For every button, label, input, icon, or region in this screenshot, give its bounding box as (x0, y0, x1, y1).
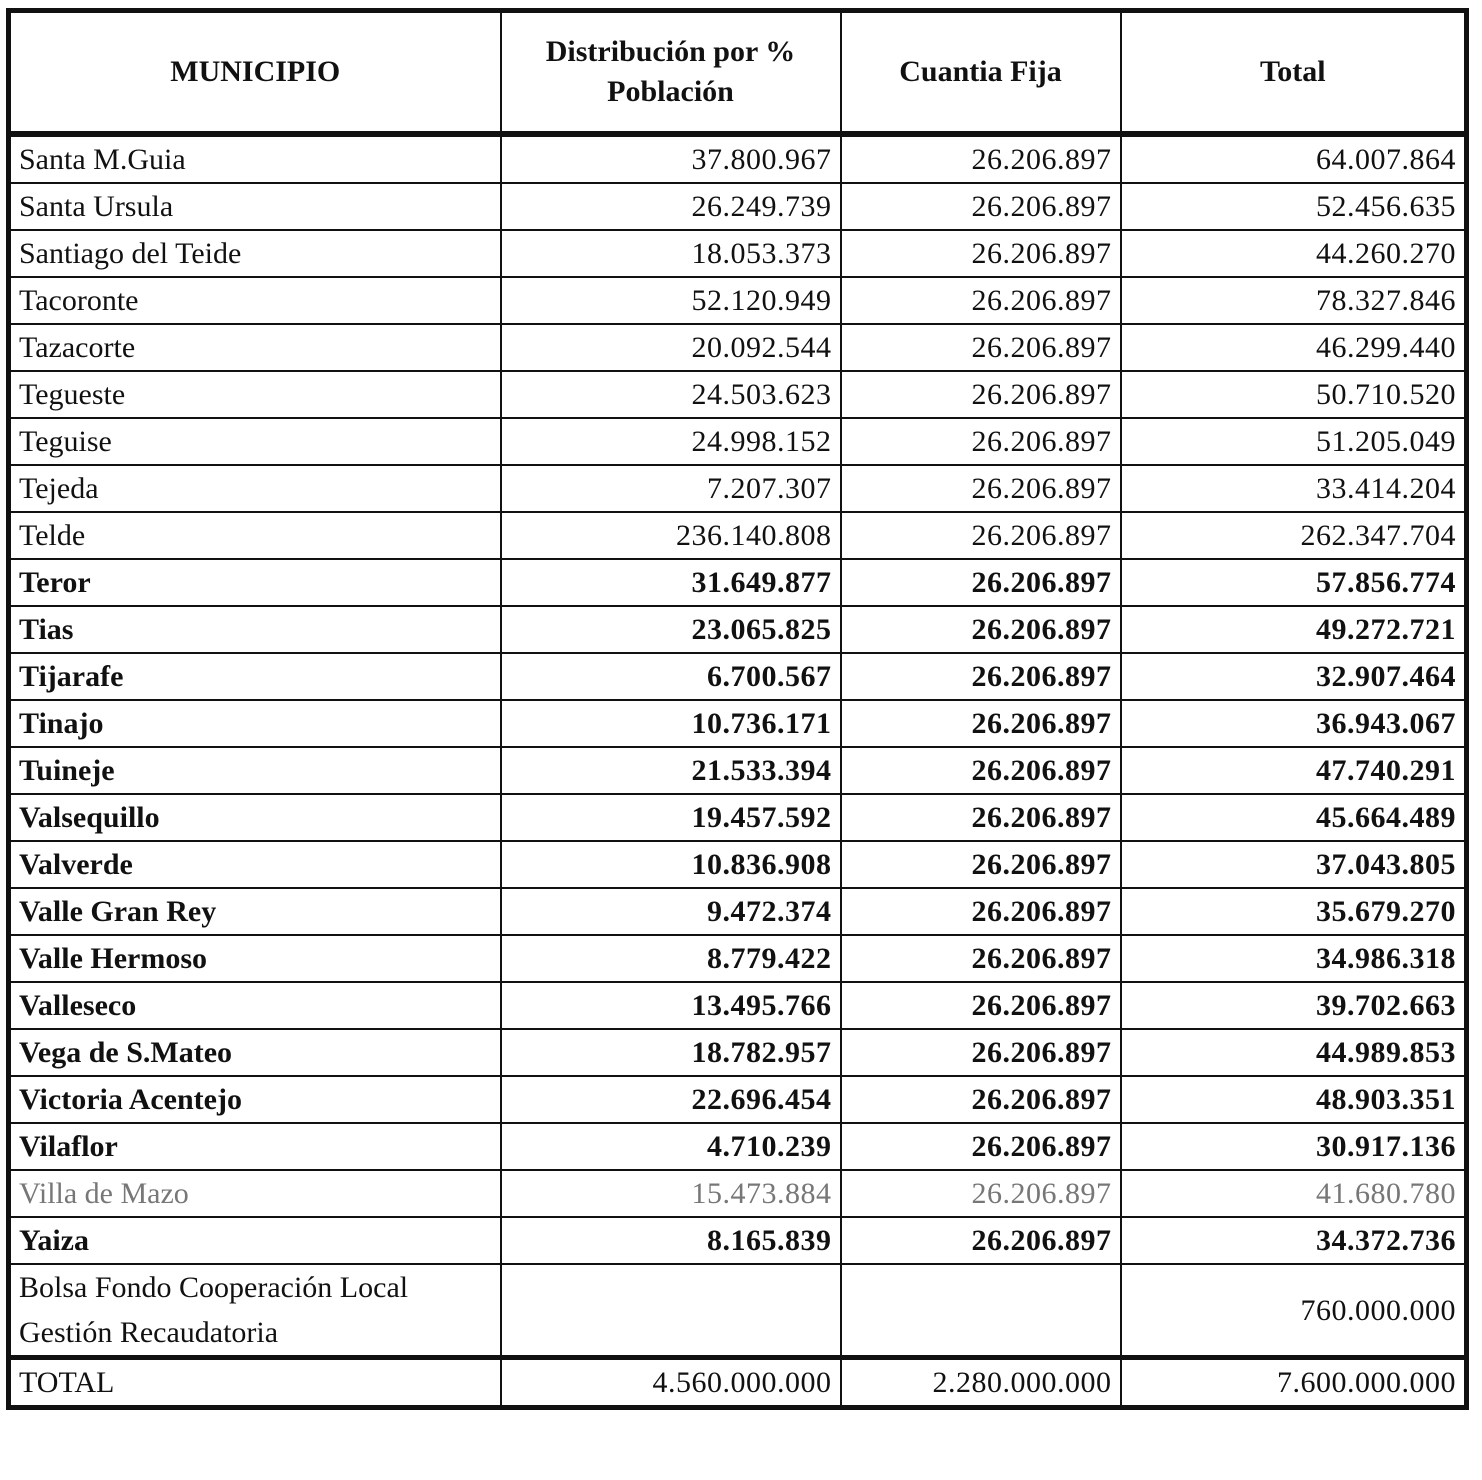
table-row (9, 1170, 1467, 1217)
table-body (9, 134, 1467, 1408)
cell-total: 52.456.635 (1121, 183, 1467, 230)
cell-distribucion: 18.053.373 (501, 230, 841, 277)
table-row (9, 465, 1467, 512)
table-row (9, 324, 1467, 371)
cell-distribucion: 20.092.544 (501, 324, 841, 371)
cell-distribucion: 7.207.307 (501, 465, 841, 512)
cell-cuantia: 26.206.897 (841, 1170, 1121, 1217)
cell-municipio: Tejeda (9, 465, 501, 512)
bolsa-cuantia (841, 1264, 1121, 1358)
cell-cuantia: 26.206.897 (841, 1029, 1121, 1076)
table-row (9, 559, 1467, 606)
header-cuantia: Cuantia Fija (841, 11, 1121, 135)
cell-total: 47.740.291 (1121, 747, 1467, 794)
table-row (9, 277, 1467, 324)
bolsa-label-line2: Gestión Recaudatoria (19, 1316, 279, 1349)
table-row (9, 1123, 1467, 1170)
cell-distribucion: 9.472.374 (501, 888, 841, 935)
header-row (9, 11, 1467, 135)
cell-distribucion: 10.736.171 (501, 700, 841, 747)
cell-total: 32.907.464 (1121, 653, 1467, 700)
cell-distribucion: 37.800.967 (501, 134, 841, 183)
cell-cuantia: 26.206.897 (841, 371, 1121, 418)
cell-total: 44.260.270 (1121, 230, 1467, 277)
cell-distribucion: 10.836.908 (501, 841, 841, 888)
cell-municipio: Tias (9, 606, 501, 653)
bolsa-distribucion (501, 1264, 841, 1358)
cell-total: 50.710.520 (1121, 371, 1467, 418)
cell-municipio: Vilaflor (9, 1123, 501, 1170)
cell-total: 46.299.440 (1121, 324, 1467, 371)
cell-total: 48.903.351 (1121, 1076, 1467, 1123)
table-row (9, 794, 1467, 841)
total-label: TOTAL (9, 1358, 501, 1408)
cell-municipio: Vega de S.Mateo (9, 1029, 501, 1076)
distribution-table (6, 8, 1469, 1410)
cell-distribucion: 24.503.623 (501, 371, 841, 418)
cell-total: 34.372.736 (1121, 1217, 1467, 1264)
table-row (9, 371, 1467, 418)
cell-distribucion: 6.700.567 (501, 653, 841, 700)
cell-municipio: Tinajo (9, 700, 501, 747)
cell-municipio: Victoria Acentejo (9, 1076, 501, 1123)
cell-distribucion: 236.140.808 (501, 512, 841, 559)
cell-cuantia: 26.206.897 (841, 653, 1121, 700)
cell-distribucion: 4.710.239 (501, 1123, 841, 1170)
cell-cuantia: 26.206.897 (841, 1217, 1121, 1264)
table-row (9, 134, 1467, 183)
header-distribucion: Distribución por % Población (501, 11, 841, 135)
cell-municipio: Santiago del Teide (9, 230, 501, 277)
cell-total: 44.989.853 (1121, 1029, 1467, 1076)
header-municipio: MUNICIPIO (9, 11, 501, 135)
cell-total: 64.007.864 (1121, 134, 1467, 183)
table-row (9, 1217, 1467, 1264)
cell-cuantia: 26.206.897 (841, 1123, 1121, 1170)
cell-total: 34.986.318 (1121, 935, 1467, 982)
bolsa-label (9, 1264, 501, 1358)
cell-distribucion: 31.649.877 (501, 559, 841, 606)
cell-total: 45.664.489 (1121, 794, 1467, 841)
cell-municipio: Valleseco (9, 982, 501, 1029)
table-row (9, 512, 1467, 559)
cell-cuantia: 26.206.897 (841, 606, 1121, 653)
table-row (9, 606, 1467, 653)
cell-cuantia: 26.206.897 (841, 418, 1121, 465)
table-row (9, 653, 1467, 700)
cell-cuantia: 26.206.897 (841, 888, 1121, 935)
cell-municipio: Santa M.Guia (9, 134, 501, 183)
cell-municipio: Tuineje (9, 747, 501, 794)
cell-cuantia: 26.206.897 (841, 512, 1121, 559)
document-sheet (6, 8, 1464, 1448)
cell-distribucion: 8.779.422 (501, 935, 841, 982)
total-cuantia: 2.280.000.000 (841, 1358, 1121, 1408)
cell-total: 41.680.780 (1121, 1170, 1467, 1217)
cell-cuantia: 26.206.897 (841, 277, 1121, 324)
cell-distribucion: 52.120.949 (501, 277, 841, 324)
cell-distribucion: 24.998.152 (501, 418, 841, 465)
table-row (9, 418, 1467, 465)
table-row (9, 982, 1467, 1029)
cell-cuantia: 26.206.897 (841, 982, 1121, 1029)
cell-municipio: Telde (9, 512, 501, 559)
cell-distribucion: 18.782.957 (501, 1029, 841, 1076)
table-row (9, 935, 1467, 982)
table-row (9, 700, 1467, 747)
cell-cuantia: 26.206.897 (841, 841, 1121, 888)
cell-municipio: Tegueste (9, 371, 501, 418)
cell-total: 57.856.774 (1121, 559, 1467, 606)
cell-municipio: Teguise (9, 418, 501, 465)
cell-distribucion: 15.473.884 (501, 1170, 841, 1217)
table-row (9, 841, 1467, 888)
bolsa-label-line1: Bolsa Fondo Cooperación Local (19, 1271, 409, 1304)
cell-cuantia: 26.206.897 (841, 183, 1121, 230)
cell-municipio: Teror (9, 559, 501, 606)
cell-municipio: Santa Ursula (9, 183, 501, 230)
cell-cuantia: 26.206.897 (841, 1076, 1121, 1123)
cell-municipio: Tijarafe (9, 653, 501, 700)
cell-total: 36.943.067 (1121, 700, 1467, 747)
cell-distribucion: 19.457.592 (501, 794, 841, 841)
cell-municipio: Yaiza (9, 1217, 501, 1264)
bolsa-total: 760.000.000 (1121, 1264, 1467, 1358)
cell-cuantia: 26.206.897 (841, 134, 1121, 183)
cell-municipio: Tacoronte (9, 277, 501, 324)
cell-cuantia: 26.206.897 (841, 559, 1121, 606)
table-row (9, 888, 1467, 935)
total-total: 7.600.000.000 (1121, 1358, 1467, 1408)
table-row (9, 1076, 1467, 1123)
cell-distribucion: 8.165.839 (501, 1217, 841, 1264)
cell-cuantia: 26.206.897 (841, 230, 1121, 277)
cell-total: 51.205.049 (1121, 418, 1467, 465)
cell-distribucion: 26.249.739 (501, 183, 841, 230)
cell-municipio: Valverde (9, 841, 501, 888)
header-total: Total (1121, 11, 1467, 135)
cell-total: 262.347.704 (1121, 512, 1467, 559)
total-row (9, 1358, 1467, 1408)
cell-municipio: Valsequillo (9, 794, 501, 841)
cell-cuantia: 26.206.897 (841, 324, 1121, 371)
cell-distribucion: 23.065.825 (501, 606, 841, 653)
cell-municipio: Tazacorte (9, 324, 501, 371)
table-row (9, 230, 1467, 277)
table-row (9, 183, 1467, 230)
cell-cuantia: 26.206.897 (841, 700, 1121, 747)
cell-total: 35.679.270 (1121, 888, 1467, 935)
cell-municipio: Valle Hermoso (9, 935, 501, 982)
cell-total: 37.043.805 (1121, 841, 1467, 888)
cell-municipio: Villa de Mazo (9, 1170, 501, 1217)
cell-distribucion: 13.495.766 (501, 982, 841, 1029)
cell-cuantia: 26.206.897 (841, 465, 1121, 512)
bolsa-row (9, 1264, 1467, 1358)
cell-total: 30.917.136 (1121, 1123, 1467, 1170)
table-row (9, 747, 1467, 794)
table-row (9, 1029, 1467, 1076)
cell-distribucion: 21.533.394 (501, 747, 841, 794)
total-distribucion: 4.560.000.000 (501, 1358, 841, 1408)
cell-cuantia: 26.206.897 (841, 747, 1121, 794)
cell-total: 49.272.721 (1121, 606, 1467, 653)
cell-total: 78.327.846 (1121, 277, 1467, 324)
cell-cuantia: 26.206.897 (841, 794, 1121, 841)
cell-distribucion: 22.696.454 (501, 1076, 841, 1123)
cell-municipio: Valle Gran Rey (9, 888, 501, 935)
cell-total: 39.702.663 (1121, 982, 1467, 1029)
cell-total: 33.414.204 (1121, 465, 1467, 512)
cell-cuantia: 26.206.897 (841, 935, 1121, 982)
